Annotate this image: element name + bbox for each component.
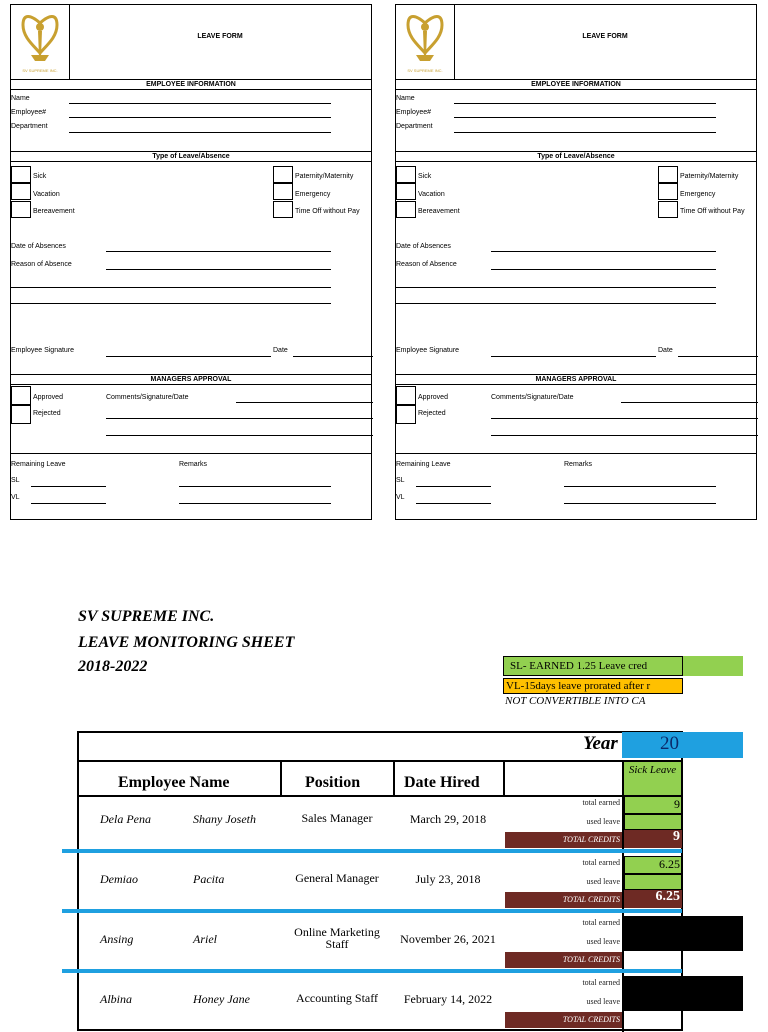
date-of-absences-label: Date of Absences [11, 243, 66, 250]
employee-last-name: Demiao [100, 872, 138, 886]
total-earned-label: total earned [582, 858, 620, 867]
not-convertible-note: NOT CONVERTIBLE INTO CA [505, 695, 646, 707]
vacation-checkbox[interactable] [11, 183, 31, 200]
form-title: LEAVE FORM [582, 33, 628, 40]
remarks-label: Remarks [564, 461, 593, 468]
department-label: Department [11, 123, 48, 130]
employee-info-header: EMPLOYEE INFORMATION [11, 79, 371, 90]
vl-field[interactable] [416, 503, 491, 504]
time-off-checkbox[interactable] [273, 201, 293, 218]
department-label: Department [396, 123, 433, 130]
row-separator [62, 969, 682, 973]
emergency-label: Emergency [295, 191, 331, 198]
employee-date-hired: February 14, 2022 [403, 992, 493, 1006]
company-logo [396, 5, 455, 79]
department-field[interactable] [69, 132, 331, 133]
company-name: SV SUPREME INC. [78, 608, 215, 625]
redacted-block [624, 976, 743, 1011]
type-of-leave-header: Type of Leave/Absence [11, 151, 371, 162]
sheet-title: LEAVE MONITORING SHEET [78, 634, 295, 651]
sick-used-cell[interactable] [624, 874, 682, 890]
total-credits-label: TOTAL CREDITS [562, 895, 620, 904]
sick-earned-value: 9 [674, 797, 680, 811]
vl-prorated-note: VL-15days leave prorated after r [503, 678, 683, 694]
year-cell[interactable] [622, 732, 743, 758]
employee-no-label: Employee# [396, 109, 432, 116]
reason-line-3[interactable] [396, 303, 716, 304]
col-sep-1 [280, 762, 282, 796]
employee-last-name: Dela Pena [100, 812, 151, 826]
sick-label: Sick [418, 173, 432, 180]
managers-approval-header: MANAGERS APPROVAL [11, 374, 371, 385]
employee-no-field[interactable] [69, 117, 331, 118]
sick-used-cell[interactable] [624, 814, 682, 830]
paternity-label: Paternity/Maternity [295, 173, 354, 180]
date-field[interactable] [293, 356, 373, 357]
rejected-checkbox[interactable] [396, 405, 416, 424]
employee-first-name: Honey Jane [193, 992, 250, 1006]
rejected-label: Rejected [418, 410, 446, 417]
bereavement-checkbox[interactable] [11, 201, 31, 218]
emergency-label: Emergency [680, 191, 716, 198]
rejected-label: Rejected [33, 410, 61, 417]
table-year-rule [77, 760, 683, 762]
reason-field[interactable] [106, 269, 331, 270]
vacation-checkbox[interactable] [396, 183, 416, 200]
department-field[interactable] [454, 132, 716, 133]
employee-first-name: Pacita [193, 872, 225, 886]
sick-label: Sick [33, 173, 47, 180]
sick-credits-value: 9 [673, 829, 680, 844]
bereavement-label: Bereavement [418, 208, 460, 215]
header-rule [77, 795, 683, 797]
total-credits-label: TOTAL CREDITS [562, 955, 620, 964]
date-field[interactable] [678, 356, 758, 357]
header-date-hired: Date Hired [404, 774, 480, 791]
paternity-checkbox[interactable] [658, 166, 678, 183]
col-sep-2 [393, 762, 395, 796]
phoenix-logo-icon [396, 5, 454, 79]
total-credits-label: TOTAL CREDITS [562, 835, 620, 844]
phoenix-logo-icon [11, 5, 69, 79]
sheet-years: 2018-2022 [78, 658, 148, 675]
date-label: Date [658, 347, 673, 354]
year-value: 20 [660, 733, 679, 754]
vl-field[interactable] [31, 503, 106, 504]
vl-label: VL [396, 494, 405, 501]
reason-field[interactable] [491, 269, 716, 270]
type-of-leave-header: Type of Leave/Absence [396, 151, 756, 162]
comments-line-3[interactable] [106, 435, 373, 436]
sl-label: SL [396, 477, 405, 484]
name-label: Name [396, 95, 415, 102]
vacation-label: Vacation [33, 191, 60, 198]
used-leave-label: used leave [586, 817, 620, 826]
row-separator [62, 849, 682, 853]
managers-approval-header: MANAGERS APPROVAL [396, 374, 756, 385]
employee-position: Online Marketing Staff [294, 925, 380, 951]
reason-line-3[interactable] [11, 303, 331, 304]
rejected-checkbox[interactable] [11, 405, 31, 424]
employee-signature-field[interactable] [491, 356, 656, 357]
sick-checkbox[interactable] [11, 166, 31, 183]
approved-checkbox[interactable] [396, 386, 416, 405]
reason-line-2[interactable] [396, 287, 716, 288]
total-credits-label: TOTAL CREDITS [562, 1015, 620, 1024]
comments-line-2[interactable] [106, 418, 373, 419]
bereavement-checkbox[interactable] [396, 201, 416, 218]
employee-date-hired: July 23, 2018 [415, 872, 481, 886]
comments-label: Comments/Signature/Date [491, 394, 574, 401]
form-header [11, 5, 371, 80]
total-earned-label: total earned [582, 978, 620, 987]
date-of-absences-field[interactable] [491, 251, 716, 252]
paternity-checkbox[interactable] [273, 166, 293, 183]
sl-field[interactable] [31, 486, 106, 487]
used-leave-label: used leave [586, 937, 620, 946]
comments-field[interactable] [621, 402, 758, 403]
employee-position: General Manager [295, 871, 379, 885]
sick-checkbox[interactable] [396, 166, 416, 183]
employee-no-label: Employee# [11, 109, 47, 116]
employee-first-name: Ariel [193, 932, 217, 946]
paternity-label: Paternity/Maternity [680, 173, 739, 180]
reason-label: Reason of Absence [396, 261, 457, 268]
sick-earned-value: 6.25 [659, 857, 680, 871]
svg-text:SV SUPREME INC.: SV SUPREME INC. [22, 68, 58, 73]
reason-line-2[interactable] [11, 287, 331, 288]
employee-position: Sales Manager [301, 811, 373, 825]
vacation-label: Vacation [418, 191, 445, 198]
date-of-absences-label: Date of Absences [396, 243, 451, 250]
emergency-checkbox[interactable] [658, 183, 678, 200]
remarks-field[interactable] [564, 486, 716, 487]
row-separator [62, 909, 682, 913]
form-header [396, 5, 756, 80]
divider [396, 453, 756, 454]
bereavement-label: Bereavement [33, 208, 75, 215]
employee-date-hired: March 29, 2018 [409, 812, 487, 826]
year-label: Year [583, 733, 618, 754]
date-label: Date [273, 347, 288, 354]
vl-label: VL [11, 494, 20, 501]
comments-line-2[interactable] [491, 418, 758, 419]
remarks-line-2[interactable] [179, 503, 331, 504]
divider [11, 453, 371, 454]
employee-signature-label: Employee Signature [11, 347, 75, 354]
sick-credits-value: 6.25 [655, 889, 680, 904]
remarks-field[interactable] [179, 486, 331, 487]
leave-form-1 [10, 4, 372, 520]
employee-date-hired: November 26, 2021 [400, 932, 496, 946]
employee-last-name: Ansing [100, 932, 134, 946]
reason-label: Reason of Absence [11, 261, 72, 268]
svg-text:SV SUPREME INC.: SV SUPREME INC. [407, 68, 443, 73]
name-field[interactable] [454, 103, 716, 104]
time-off-checkbox[interactable] [658, 201, 678, 218]
company-logo [11, 5, 70, 79]
approved-label: Approved [33, 394, 63, 401]
employee-info-header: EMPLOYEE INFORMATION [396, 79, 756, 90]
time-off-label: Time Off without Pay [295, 208, 360, 215]
sl-field[interactable] [416, 486, 491, 487]
header-position: Position [305, 774, 361, 791]
emergency-checkbox[interactable] [273, 183, 293, 200]
header-sick-leave: Sick Leave [628, 764, 677, 776]
approved-label: Approved [418, 394, 448, 401]
total-earned-label: total earned [582, 798, 620, 807]
employee-no-field[interactable] [454, 117, 716, 118]
redacted-block [624, 916, 743, 951]
form-title: LEAVE FORM [197, 33, 243, 40]
name-field[interactable] [69, 103, 331, 104]
comments-label: Comments/Signature/Date [106, 394, 189, 401]
total-earned-label: total earned [582, 918, 620, 927]
comments-line-3[interactable] [491, 435, 758, 436]
col-sep-3 [503, 762, 505, 796]
remarks-line-2[interactable] [564, 503, 716, 504]
name-label: Name [11, 95, 30, 102]
sl-note-fill [683, 656, 743, 676]
employee-signature-field[interactable] [106, 356, 271, 357]
comments-field[interactable] [236, 402, 373, 403]
sl-label: SL [11, 477, 20, 484]
remarks-label: Remarks [179, 461, 208, 468]
remaining-leave-label: Remaining Leave [11, 461, 66, 468]
used-leave-label: used leave [586, 877, 620, 886]
approved-checkbox[interactable] [11, 386, 31, 405]
employee-last-name: Albina [100, 992, 132, 1006]
remaining-leave-label: Remaining Leave [396, 461, 451, 468]
employee-signature-label: Employee Signature [396, 347, 460, 354]
time-off-label: Time Off without Pay [680, 208, 745, 215]
leave-form-2 [395, 4, 757, 520]
date-of-absences-field[interactable] [106, 251, 331, 252]
employee-position: Accounting Staff [295, 991, 379, 1005]
used-leave-label: used leave [586, 997, 620, 1006]
sl-earned-note: SL- EARNED 1.25 Leave cred [503, 656, 683, 676]
employee-first-name: Shany Joseth [193, 812, 256, 826]
header-employee-name: Employee Name [118, 774, 230, 791]
